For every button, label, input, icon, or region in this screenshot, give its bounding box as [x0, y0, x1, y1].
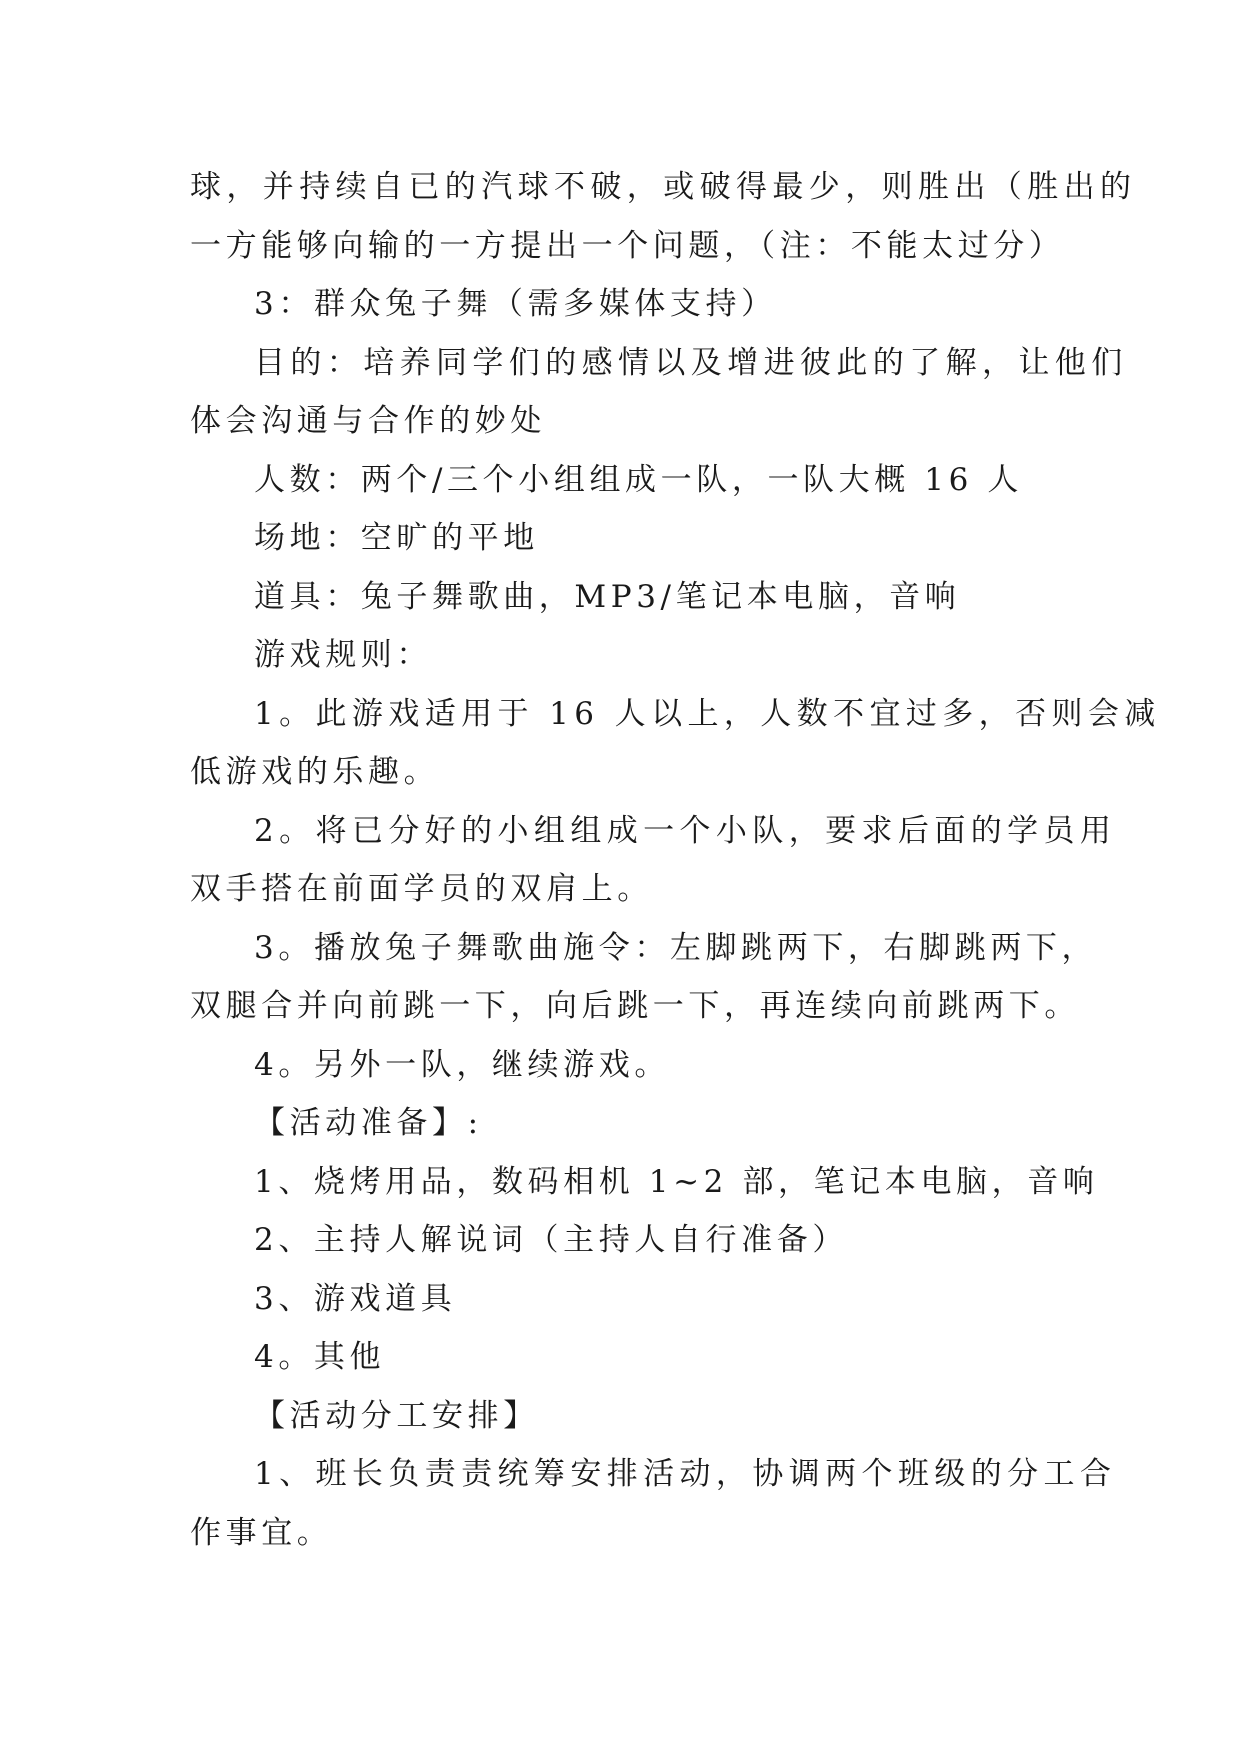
- text-line: 1、烧烤用品，数码相机 1~2 部，笔记本电脑，音响: [254, 1163, 1099, 1200]
- text-line: 2、主持人解说词（主持人自行准备）: [254, 1222, 848, 1258]
- section-heading: 【活动分工安排】: [254, 1397, 539, 1434]
- text-line: 3。播放兔子舞歌曲施令：左脚跳两下，右脚跳两下，: [254, 929, 1098, 966]
- text-line: 目的：培养同学们的感情以及增进彼此的了解，让他们: [254, 344, 1128, 381]
- document-page: [190, 158, 1161, 1562]
- text-line: 人数：两个/三个小组组成一队，一队大概 16 人: [254, 461, 1023, 498]
- text-line: 一方能够向输的一方提出一个问题，（注：不能太过分）: [190, 227, 1065, 264]
- section-heading: 3：群众兔子舞（需多媒体支持）: [254, 286, 777, 322]
- text-line: 双手搭在前面学员的双肩上。: [190, 871, 653, 907]
- text-line: 4。其他: [254, 1339, 386, 1375]
- text-line: 道具：兔子舞歌曲，MP3/笔记本电脑，音响: [254, 578, 961, 615]
- text-line: 3、游戏道具: [254, 1280, 457, 1317]
- text-line: 1、班长负责责统筹安排活动，协调两个班级的分工合: [254, 1456, 1117, 1492]
- text-line: 场地：空旷的平地: [254, 520, 539, 556]
- text-line: 球，并持续自已的汽球不破，或破得最少，则胜出（胜出的: [190, 169, 1137, 205]
- section-heading: 【活动准备】:: [254, 1105, 483, 1141]
- text-line: 作事宜。: [190, 1514, 333, 1551]
- text-line: 游戏规则：: [254, 637, 432, 673]
- text-line: 低游戏的乐趣。: [190, 754, 440, 790]
- text-line: 双腿合并向前跳一下，向后跳一下，再连续向前跳两下。: [190, 988, 1080, 1024]
- text-line: 1。此游戏适用于 16 人以上，人数不宜过多，否则会减: [254, 695, 1161, 732]
- text-line: 体会沟通与合作的妙处: [190, 403, 546, 439]
- text-line: 2。将已分好的小组组成一个小队，要求后面的学员用: [254, 812, 1117, 849]
- text-line: 4。另外一队，继续游戏。: [254, 1046, 670, 1083]
